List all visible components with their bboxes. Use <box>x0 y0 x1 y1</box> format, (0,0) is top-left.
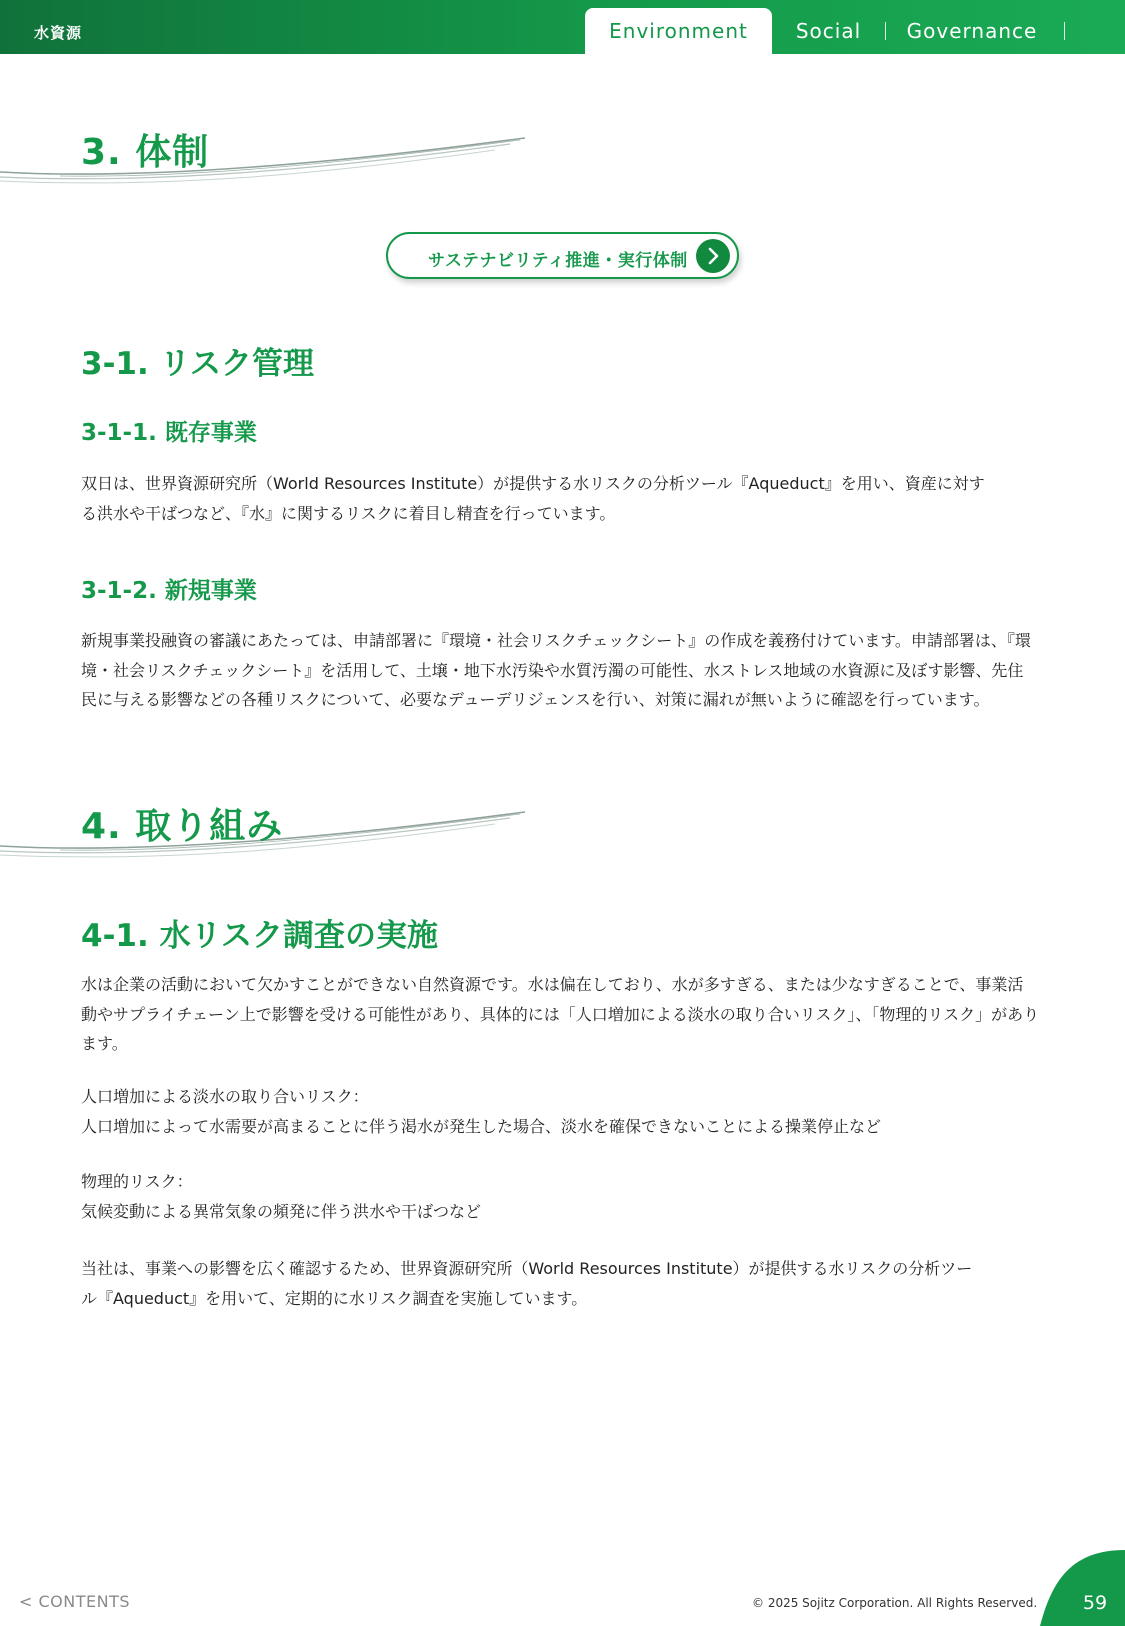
paragraph-line: る洪水や干ばつなど、『水』に関するリスクに着目し精査を行っています。 <box>81 503 616 523</box>
paragraph-line: 新規事業投融資の審議にあたっては、申請部署に『環境・社会リスクチェックシート』の作成を義務付けています。申請部署は、『環 <box>81 631 1031 650</box>
section-4-title: 4. 取り組み <box>81 806 284 847</box>
water-resource-intro-paragraph <box>81 970 1046 1059</box>
paragraph-line: 当社は、事業への影響を広く確認するため、世界資源研究所（World Resources Institute）が提供する水リスクの分析ツー <box>81 1259 973 1278</box>
water-risk-survey-paragraph <box>81 1254 1046 1313</box>
risk-description: 気候変動による異常気象の頻発に伴う洪水や干ばつなど <box>81 1201 482 1221</box>
existing-business-paragraph <box>81 469 1046 528</box>
subsection-4-1-title: 4-1. 水リスク調査の実施 <box>81 918 438 954</box>
paragraph-line: ル『Aqueduct』を用いて、定期的に水リスク調査を実施しています。 <box>81 1288 588 1308</box>
chevron-right-icon <box>696 239 730 273</box>
page-number: 59 <box>1082 1592 1108 1614</box>
subsection-3-1-2-title: 3-1-2. 新規事業 <box>81 578 257 604</box>
heading-swoosh-decoration <box>0 134 530 194</box>
physical-risk-block <box>81 1167 1046 1226</box>
risk-label: 物理的リスク： <box>81 1172 193 1191</box>
paragraph-line: 双日は、世界資源研究所（World Resources Institute）が提供する水リスクの分析ツール『Aqueduct』を用い、資産に対す <box>81 474 985 493</box>
tab-divider <box>1064 22 1065 40</box>
section-3-title: 3. 体制 <box>81 132 210 173</box>
subsection-3-1-1-title: 3-1-1. 既存事業 <box>81 420 257 446</box>
risk-label: 人口増加による淡水の取り合いリスク： <box>81 1087 369 1106</box>
paragraph-line: ます。 <box>81 1034 128 1053</box>
sustainability-structure-link-button[interactable] <box>386 232 739 279</box>
link-button-label: サステナビリティ推進・実行体制 <box>428 251 688 271</box>
subsection-3-1-title: 3-1. リスク管理 <box>81 346 314 382</box>
paragraph-line: 動やサプライチェーン上で影響を受ける可能性があり、具体的には「人口増加による淡水の取り合いリスク」、「物理的リスク」があり <box>81 1004 1040 1024</box>
contents-link[interactable]: < CONTENTS <box>19 1592 131 1611</box>
freshwater-competition-risk-block <box>81 1082 1046 1141</box>
paragraph-line: 民に与える影響などの各種リスクについて、必要なデューデリジェンスを行い、対策に漏れが無いように確認を行っています。 <box>81 690 990 709</box>
paragraph-line: 境・社会リスクチェックシート』を活用して、土壌・地下水汚染や水質汚濁の可能性、水ストレス地域の水資源に及ぼす影響、先住 <box>81 660 1024 680</box>
category-tabs <box>585 8 1065 54</box>
tab-social[interactable]: Social <box>795 19 862 43</box>
page-number-badge <box>1040 1550 1125 1626</box>
tab-governance[interactable]: Governance <box>906 19 1038 43</box>
section-name: 水資源 <box>34 24 83 42</box>
header-bar <box>0 0 1125 54</box>
tab-environment[interactable]: Environment <box>585 8 772 54</box>
paragraph-line: 水は企業の活動において欠かすことができない自然資源です。水は偏在しており、水が多すぎる、または少なすぎることで、事業活 <box>81 975 1024 994</box>
risk-description: 人口増加によって水需要が高まることに伴う渇水が発生した場合、淡水を確保できないことによる操業停止など <box>81 1116 882 1136</box>
new-business-paragraph <box>81 626 1046 715</box>
copyright-text: © 2025 Sojitz Corporation. All Rights Reserved. <box>752 1596 1038 1610</box>
